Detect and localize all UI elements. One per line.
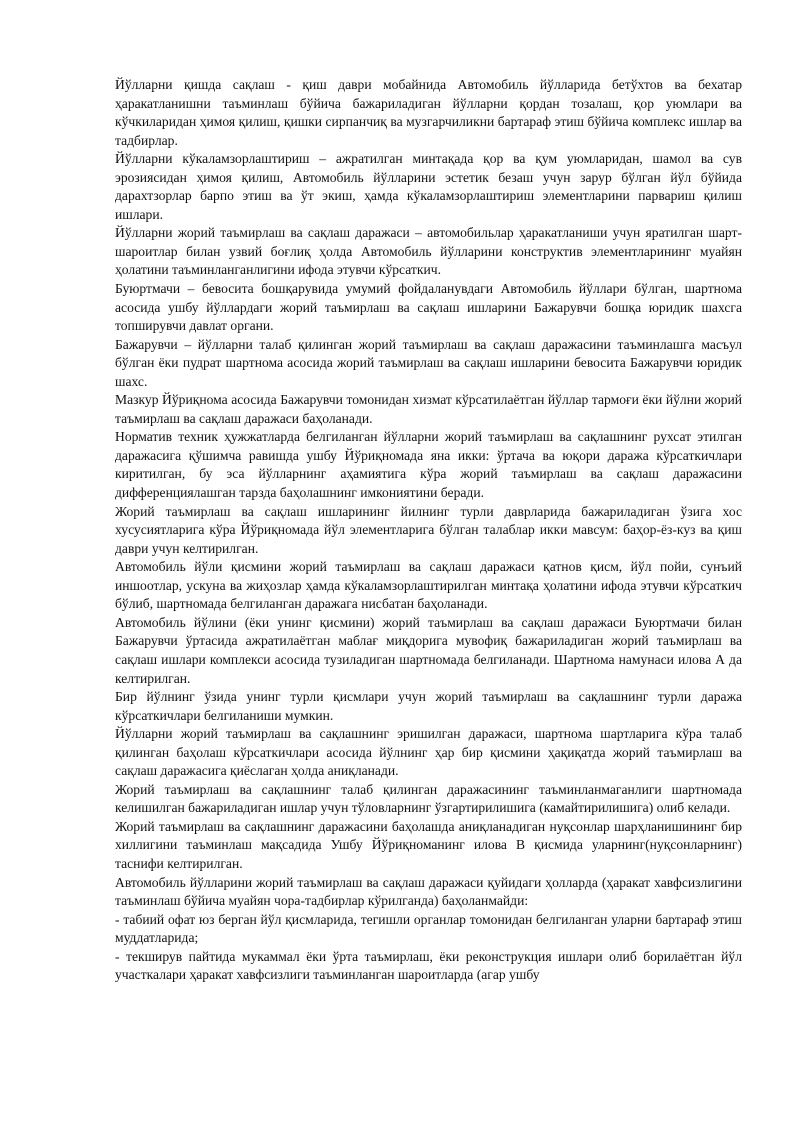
paragraph-maintenance-level: Йўлларни жорий таъмирлаш ва сақлаш даражаси – автомобильлар ҳаракатланиши учун яратилган шарт-шароитлар билан узвий боғлиқ ҳолда Автомобиль йўлларини конструктив элементларининг муайян ҳолатини таъминланганлигини ифода этувчи кўрсаткич.	[115, 225, 742, 278]
paragraph-defect-classification: Жорий таъмирлаш ва сақлашнинг даражасини баҳолашда аниқланадиган нуқсонлар шарҳланишининг бир хиллигини таъминлаш мақсадида Ушбу Йўриқноманинг илова В қисмида уларнинг(нуқсонларнинг) таснифи келтирилган.	[115, 818, 742, 871]
paragraph-customer-definition: Буюртмачи – бевосита бошқарувида умумий фойдаланувдаги Автомобиль йўллари бўлган, шартнома асосида ушбу йўллардаги жорий таъмирлаш ва сақлаш ишларини Бажарувчи бошқа юридик шахсга топширувчи давлат органи.	[115, 281, 742, 334]
paragraph-contractor-definition: Бажарувчи – йўлларни талаб қилинган жорий таъмирлаш ва сақлаш даражасини таъминлашга масъул бўлган ёки пудрат шартнома асосида жорий таъмирлаш ва сақлаш ишларини бевосита Бажарувчи юридик шахс.	[115, 336, 742, 389]
document-page	[115, 76, 742, 985]
list-item-under-repair: - текширув пайтида мукаммал ёки ўрта таъмирлаш, ёки реконструкция ишлари олиб борилаётган йўл участкалари ҳаракат хавфсизлиги таъминланган шароитларда (агар ушбу	[115, 948, 742, 983]
paragraph-winter-maintenance: Йўлларни қишда сақлаш - қиш даври мобайнида Автомобиль йўлларида бетўхтов ва бехатар ҳаракатланишни таъминлаш бўйича бажариладиган йўлларни қордан тозалаш, қор уюмлари ва кўчкиларидан ҳимоя қилиш, қишки сирпанчиқ ва музгарчиликни бартараф этиш бўйича комплекс ишлар ва тадбирлар.	[115, 77, 742, 148]
paragraph-different-sections: Бир йўлнинг ўзида унинг турли қисмлари учун жорий таъмирлаш ва сақлашнинг турли даража кўрсаткичлари белгиланиши мумкин.	[115, 689, 742, 723]
list-item-natural-disaster: - табиий офат юз берган йўл қисмларида, тегишли органлар томонидан белгиланган уларни бартараф этиш муддатларида;	[115, 911, 742, 946]
paragraph-payment-reduction: Жорий таъмирлаш ва сақлашнинг талаб қилинган даражасининг таъминланмаганлиги шартномада келишилган бажариладиган ишлар учун тўловларнинг ўзгартирилишига (камайтирилишига) олиб келади.	[115, 781, 742, 816]
paragraph-achieved-level: Йўлларни жорий таъмирлаш ва сақлашнинг эришилган даражаси, шартнома шартларига кўра талаб қилинган баҳолаш кўрсаткичлари асосида йўлнинг ҳар бир қисмини ҳақиқатда жорий таъмирлаш ва сақлаш даражасига қиёслаган ҳолда аниқланади.	[115, 726, 742, 779]
paragraph-road-section-level: Автомобиль йўли қисмини жорий таъмирлаш ва сақлаш даражаси қатнов қисм, йўл пойи, сунъий иншоотлар, ускуна ва жиҳозлар ҳамда кўкаламзорлаштирилган минтақа ҳолатини ифода этувчи кўрсаткич бўлиб, шартномада белгиланган даражага нисбатан баҳоланади.	[115, 559, 742, 612]
paragraph-contract-level: Автомобиль йўлини (ёки унинг қисмини) жорий таъмирлаш ва сақлаш даражаси Буюртмачи билан Бажарувчи ўртасида ажратилаётган маблағ миқдорига мувофиқ бажариладиган жорий таъмирлаш ва сақлаш ишлари комплекси асосида тузиладиган шартномада белгиланади. Шартнома намунаси илова А да келтирилган.	[115, 614, 742, 686]
paragraph-assessment-basis: Мазкур Йўриқнома асосида Бажарувчи томонидан хизмат кўрсатилаётган йўллар тармоғи ёки йўлни жорий таъмирлаш ва сақлаш даражаси баҳоланади.	[115, 392, 742, 426]
paragraph-landscaping: Йўлларни кўкаламзорлаштириш – ажратилган минтақада қор ва қум уюмларидан, шамол ва сув эрозиясидан ҳимоя қилиш, Автомобиль йўлларини эстетик безаш учун зарур бўлган йўл бўйида дарахтзорлар барпо этиш ва ўт экиш, ҳамда кўкаламзорлаштириш элементларини парвариш қилиш ишлари.	[115, 151, 742, 222]
paragraph-exemptions-intro: Автомобиль йўлларини жорий таъмирлаш ва сақлаш даражаси қуйидаги ҳолларда (ҳаракат хавфсизлигини таъминлаш бўйича муайян чора-тадбирлар кўрилганда) баҳоланмайди:	[115, 874, 742, 909]
paragraph-seasonal-requirements: Жорий таъмирлаш ва сақлаш ишларининг йилнинг турли даврларида бажариладиган ўзига хос хусусиятларига кўра Йўриқномада йўл элементларига бўлган талаблар икки мавсум: баҳор-ёз-куз ва қиш даври учун келтирилган.	[115, 503, 742, 556]
paragraph-level-indicators: Норматив техник ҳужжатларда белгиланган йўлларни жорий таъмирлаш ва сақлашнинг рухсат этилган даражасига қўшимча равишда ушбу Йўриқномада яна икки: ўртача ва юқори даража кўрсаткичлари киритилган, бу эса йўлларнинг аҳамиятига кўра жорий таъмирлаш ва сақлаш даражасини дифференциялашган тарзда баҳолашнинг имкониятини беради.	[115, 429, 742, 501]
